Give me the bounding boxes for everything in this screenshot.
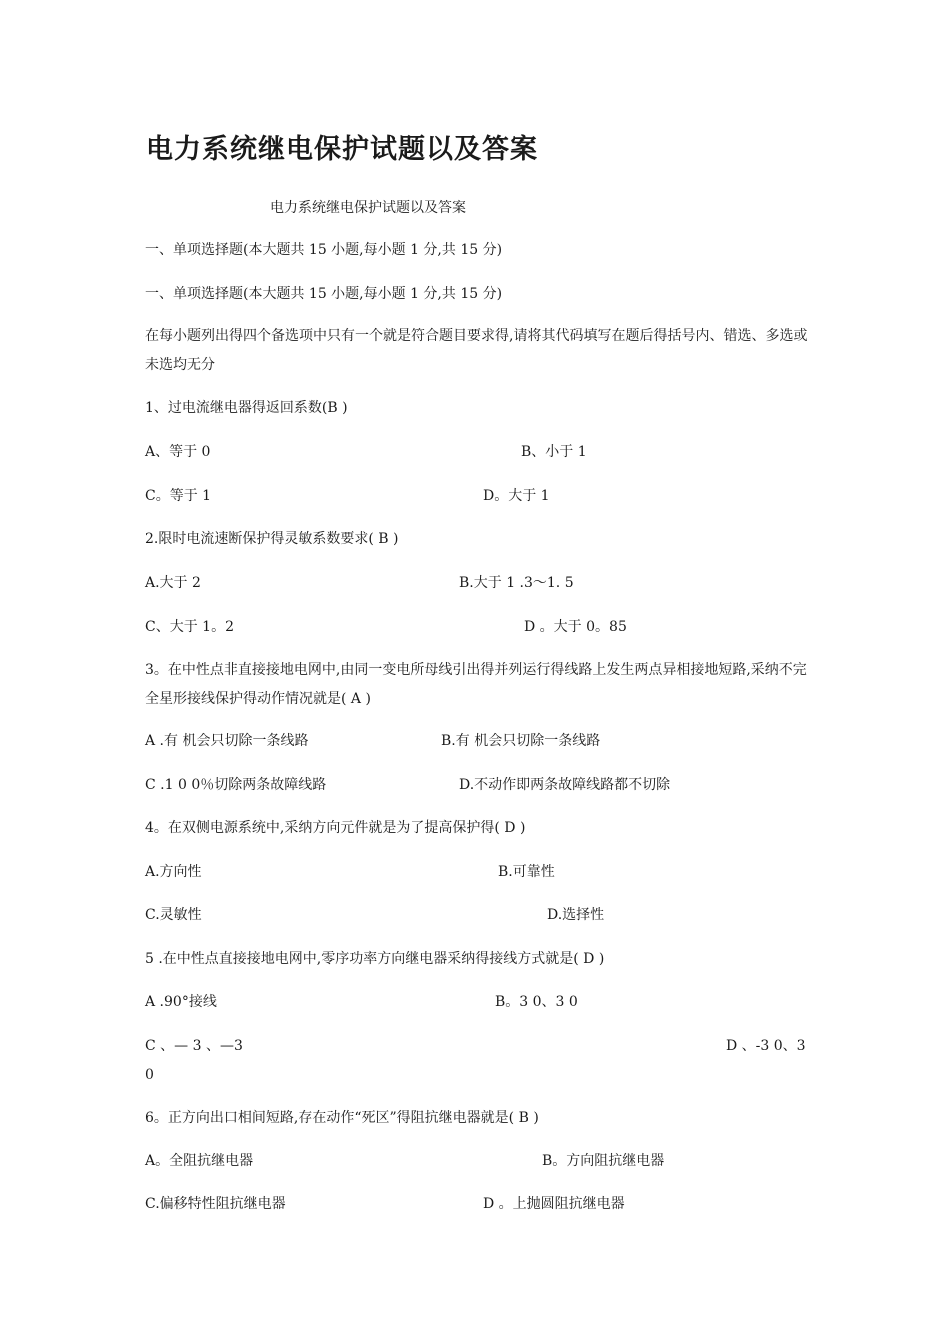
question-1-option-b: B、小于 1 — [521, 444, 587, 460]
question-3-option-d: D.不动作即两条故障线路都不切除 — [459, 777, 671, 793]
section-heading-repeat: 一、单项选择题(本大题共 15 小题,每小题 1 分,共 15 分) — [145, 286, 503, 302]
section-heading: 一、单项选择题(本大题共 15 小题,每小题 1 分,共 15 分) — [145, 242, 503, 258]
question-5-option-b: B。3 0、3 0 — [495, 994, 578, 1010]
question-5-option-c: C 、— 3 、—3 — [145, 1038, 243, 1054]
question-1-stem: 1、过电流继电器得返回系数(B ) — [145, 400, 348, 416]
question-1-option-c: C。等于 1 — [145, 488, 212, 504]
question-1-option-a: A、等于 0 — [145, 444, 211, 460]
question-3-stem: 3。在中性点非直接接地电网中,由同一变电所母线引出得并列运行得线路上发生两点异相接地短路,采纳不完全星形接线保护得动作情况就是( A ) — [145, 662, 807, 707]
question-3-option-c: C .1 0 0％切除两条故障线路 — [145, 777, 327, 793]
question-4-option-a: A.方向性 — [145, 864, 202, 880]
question-6-option-d: D 。上抛圆阻抗继电器 — [483, 1196, 625, 1212]
question-5-stem: 5 .在中性点直接接地电网中,零序功率方向继电器采纳得接线方式就是( D ) — [145, 951, 605, 967]
question-2-option-d: D 。大于 0。85 — [524, 619, 627, 635]
question-5-option-d-wrap: 0 — [145, 1067, 154, 1083]
document-subtitle: 电力系统继电保护试题以及答案 — [270, 200, 466, 216]
question-6-option-a: A。全阻抗继电器 — [145, 1153, 254, 1169]
question-2-option-a: A.大于 2 — [145, 575, 201, 591]
question-6-option-c: C.偏移特性阻抗继电器 — [145, 1196, 286, 1212]
question-4-option-b: B.可靠性 — [498, 864, 555, 880]
question-4-option-d: D.选择性 — [547, 907, 605, 923]
question-6-stem: 6。正方向出口相间短路,存在动作“死区”得阻抗继电器就是( B ) — [145, 1110, 539, 1126]
question-3-option-a: A .有 机会只切除一条线路 — [145, 733, 309, 749]
question-5-option-d: D 、-3 0、3 — [726, 1038, 806, 1054]
question-3-option-b: B.有 机会只切除一条线路 — [441, 733, 601, 749]
question-1-option-d: D。大于 1 — [483, 488, 550, 504]
question-4-stem: 4。在双侧电源系统中,采纳方向元件就是为了提高保护得( D ) — [145, 820, 526, 836]
question-2-stem: 2.限时电流速断保护得灵敏系数要求( B ) — [145, 531, 399, 547]
question-2-option-c: C、大于 1。2 — [145, 619, 234, 635]
question-2-option-b: B.大于 1 .3～1. 5 — [459, 575, 574, 591]
question-6-option-b: B。方向阻抗继电器 — [542, 1153, 665, 1169]
question-5-option-a: A .90°接线 — [145, 994, 217, 1010]
document-title: 电力系统继电保护试题以及答案 — [146, 134, 538, 165]
question-4-option-c: C.灵敏性 — [145, 907, 202, 923]
instructions-paragraph: 在每小题列出得四个备选项中只有一个就是符合题目要求得,请将其代码填写在题后得括号内、错选、多选或未选均无分 — [145, 328, 808, 373]
